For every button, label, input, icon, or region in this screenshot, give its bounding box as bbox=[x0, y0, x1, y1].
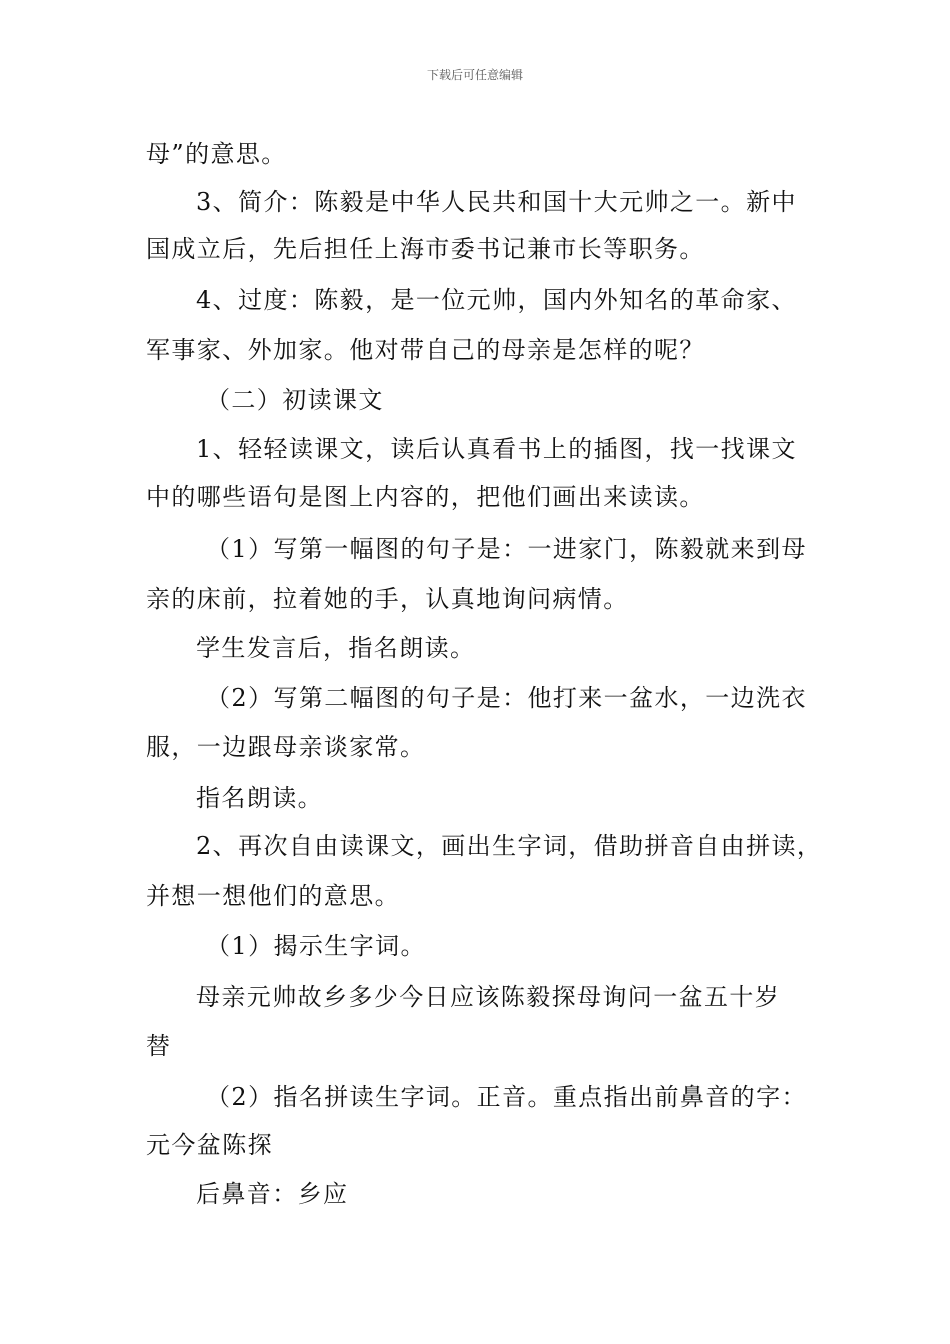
text-line: 后鼻音：乡应 bbox=[196, 1180, 349, 1208]
text-line: 母亲元帅故乡多少今日应该陈毅探母询问一盆五十岁 bbox=[196, 983, 781, 1011]
text-line: 替 bbox=[146, 1032, 172, 1060]
text-line: 国成立后，先后担任上海市委书记兼市长等职务。 bbox=[146, 235, 705, 263]
text-line: 2、再次自由读课文，画出生字词，借助拼音自由拼读， bbox=[196, 832, 823, 860]
text-line: （2）指名拼读生字词。正音。重点指出前鼻音的字： bbox=[206, 1083, 807, 1111]
text-line: 指名朗读。 bbox=[196, 784, 323, 812]
section-heading: （二）初读课文 bbox=[206, 386, 384, 414]
text-line: 3、简介：陈毅是中华人民共和国十大元帅之一。新中 bbox=[196, 188, 797, 216]
text-line: 服，一边跟母亲谈家常。 bbox=[146, 733, 426, 761]
text-line: 亲的床前，拉着她的手，认真地询问病情。 bbox=[146, 585, 629, 613]
text-line: 1、轻轻读课文，读后认真看书上的插图，找一找课文 bbox=[196, 435, 797, 463]
text-line: 并想一想他们的意思。 bbox=[146, 882, 400, 910]
text-line: 4、过度：陈毅，是一位元帅，国内外知名的革命家、 bbox=[196, 286, 797, 314]
text-line: （1）揭示生字词。 bbox=[206, 932, 426, 960]
text-line: 元今盆陈探 bbox=[146, 1131, 273, 1159]
text-line: （2）写第二幅图的句子是：他打来一盆水，一边洗衣 bbox=[206, 684, 807, 712]
text-line: 中的哪些语句是图上内容的，把他们画出来读读。 bbox=[146, 483, 705, 511]
text-line: 学生发言后，指名朗读。 bbox=[196, 634, 476, 662]
page-header-note: 下载后可任意编辑 bbox=[426, 68, 523, 82]
text-line: 母”的意思。 bbox=[146, 140, 287, 168]
text-line: 军事家、外加家。他对带自己的母亲是怎样的呢？ bbox=[146, 336, 705, 364]
text-line: （1）写第一幅图的句子是：一进家门，陈毅就来到母 bbox=[206, 535, 807, 563]
